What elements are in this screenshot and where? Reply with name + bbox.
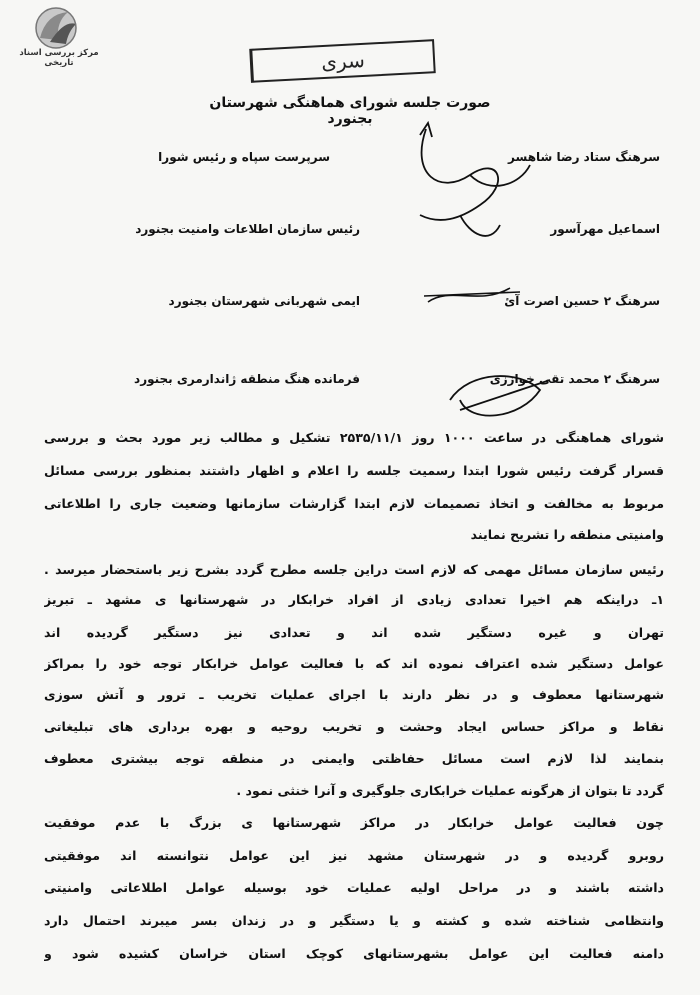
member-role-1: سرپرست سپاه و رئیس شورا [158,150,330,164]
body-line-1: شورای هماهنگی در ساعت ۱۰۰۰ روز ۲۵۳۵/۱۱/۱ تشکیل و مطالب زیر مورد بحث و بررسی [44,430,664,445]
member-role-2: رئیس سازمان اطلاعات وامنیت بجنورد [135,222,360,236]
member-role-3: ایمی شهربانی شهرستان بجنورد [168,294,360,308]
signature-1-icon [400,115,540,265]
member-name-2: اسماعیل مهرآسور [550,222,660,236]
body-line-2: قسرار گرفت رئیس شورا ابتدا رسمیت جلسه را اعلام و اظهار داشتند بمنظور بررسی مسائل [44,463,664,478]
body-line-14: روبرو گردیده و در شهرستان مشهد نیز این عوامل نتوانسته اند موفقیتی [44,848,664,863]
member-name-1: سرهنگ ستاد رضا شاهسر [508,150,660,164]
body-line-6: ۱ـ دراینکه هم اخیرا تعدادی زیادی از افراد خرابکار در شهرستانها ی مشهد ـ تبریز [44,592,664,607]
signature-2-icon [420,278,530,314]
body-line-5: رئیس سازمان مسائل مهمی که لازم است دراین جلسه مطرح گردد بشرح زیر باستحضار میرسد . [44,562,664,577]
classification-stamp: سری [249,39,436,83]
document-title: صورت جلسه شورای هماهنگی شهرستان بجنورد [209,95,491,127]
body-line-11: بنمایند لذا لازم است مسائل حفاظتی وایمنی در منطقه توجه بیشتری معطوف [44,751,664,766]
member-name-4: سرهنگ ۲ محمد تقی خواززی [489,372,660,386]
body-line-15: داشته باشند و در مراحل اولیه عملیات خود بوسیله عوامل اطلاعاتی وامنیتی [44,880,664,895]
body-line-16: وانتظامی شناخته شده و کشته و یا دستگیر و در زندان بسر میبرند احتمال دارد [44,913,664,928]
member-name-3: سرهنگ ۲ حسین اصرت آئ [504,294,660,308]
body-line-4: وامنیتی منطقه را تشریح نمایند [470,527,664,542]
body-line-7: تهران و غیره دستگیر شده اند و تعدادی نیز دستگیر گردیده اند [44,625,664,640]
body-line-3: مربوط به مخالفت و اتخاذ تصمیمات لازم ابتدا گزارشات سازمانها وضعیت جاری را اطلاعاتی [44,496,664,511]
logo-caption: مرکز بررسی اسناد تاریخی [19,48,99,68]
body-line-8: عوامل دستگیر شده اعتراف نموده اند که با فعالیت عوامل خرابکار توجه خود را بمراکز [44,656,664,671]
signature-3-icon [440,360,560,430]
member-role-4: فرمانده هنگ منطقه ژاندارمری بجنورد [134,372,360,386]
body-line-17: دامنه فعالیت این عوامل بشهرستانهای کوچک استان خراسان کشیده شود و [44,946,664,961]
body-line-9: شهرستانها معطوف و در نظر دارند با اجرای عملیات تخریب ـ ترور و آتش سوزی [44,687,664,702]
body-line-10: نقاط و مراکز حساس ایجاد وحشت و تخریب روحیه و بهره برداری های تبلیغاتی [44,719,664,734]
body-line-12: گردد تا بتوان از هرگونه عملیات خرابکاری جلوگیری و آنرا خنثی نمود . [236,783,664,798]
body-line-13: چون فعالیت عوامل خرابکار در مراکز شهرستانها ی بزرگ با عدم موفقیت [44,815,664,830]
